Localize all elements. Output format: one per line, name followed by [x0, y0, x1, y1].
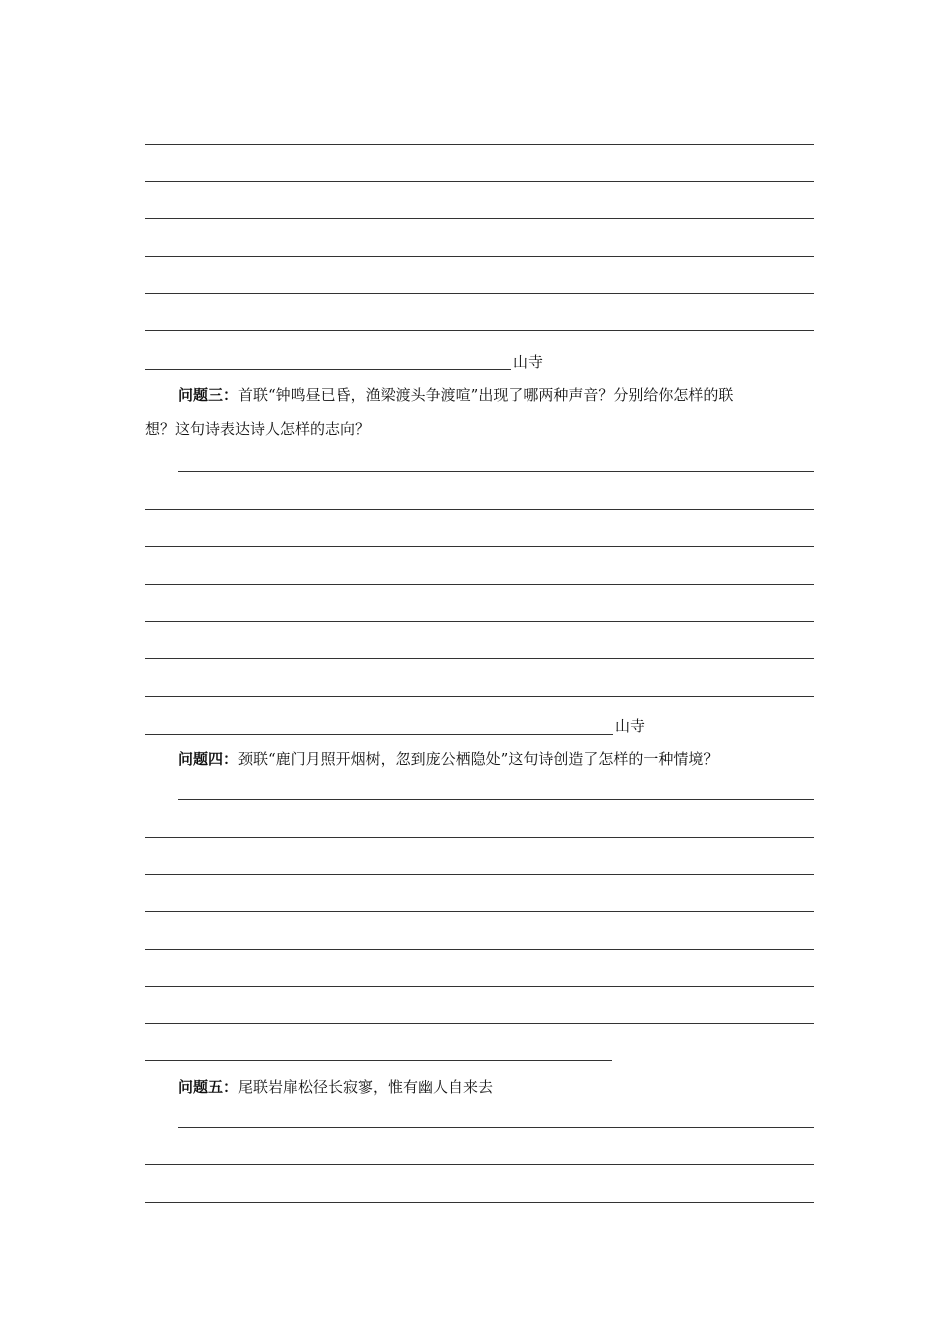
question-3-line-1: [178, 385, 733, 405]
answer-line[interactable]: [145, 509, 814, 510]
answer-line[interactable]: [145, 1202, 814, 1203]
question-3-text: 首联“钟鸣昼已昏，渔梁渡头争渡喧”出现了哪两种声音？分别给你怎样的联: [238, 386, 734, 404]
answer-line[interactable]: [145, 293, 814, 294]
answer-line[interactable]: [145, 330, 814, 331]
answer-line[interactable]: [178, 471, 814, 472]
answer-line[interactable]: [145, 256, 814, 257]
answer-line[interactable]: [145, 911, 814, 912]
answer-line[interactable]: [145, 181, 814, 182]
answer-line[interactable]: [145, 546, 814, 547]
answer-line[interactable]: [145, 949, 814, 950]
answer-line[interactable]: [178, 1127, 814, 1128]
answer-suffix: 山寺: [615, 717, 646, 735]
answer-line[interactable]: [145, 621, 814, 622]
question-3-line-2: 想？这句诗表达诗人怎样的志向？: [145, 420, 371, 438]
answer-line[interactable]: [145, 696, 814, 697]
answer-line[interactable]: [145, 218, 814, 219]
answer-line[interactable]: [145, 1164, 814, 1165]
question-3-label: 问题三：: [178, 386, 239, 404]
answer-line[interactable]: [145, 1023, 814, 1024]
answer-line[interactable]: [145, 986, 814, 987]
answer-line[interactable]: [145, 837, 814, 838]
question-5-label: 问题五：: [178, 1078, 239, 1096]
question-5: [178, 1077, 493, 1097]
answer-suffix: 山寺: [513, 353, 544, 371]
question-4-text: 颈联“鹿门月照开烟树，忽到庞公栖隐处”这句诗创造了怎样的一种情境？: [238, 750, 719, 768]
answer-line[interactable]: [178, 799, 814, 800]
answer-line[interactable]: [145, 144, 814, 145]
answer-line-short[interactable]: [145, 1060, 612, 1061]
answer-line[interactable]: [145, 874, 814, 875]
answer-line-short[interactable]: [145, 369, 511, 370]
question-4: [178, 749, 718, 769]
question-5-text: 尾联岩扉松径长寂寥，惟有幽人自来去: [238, 1078, 494, 1096]
answer-line[interactable]: [145, 658, 814, 659]
answer-line[interactable]: [145, 584, 814, 585]
answer-line-short[interactable]: [145, 734, 613, 735]
question-4-label: 问题四：: [178, 750, 239, 768]
